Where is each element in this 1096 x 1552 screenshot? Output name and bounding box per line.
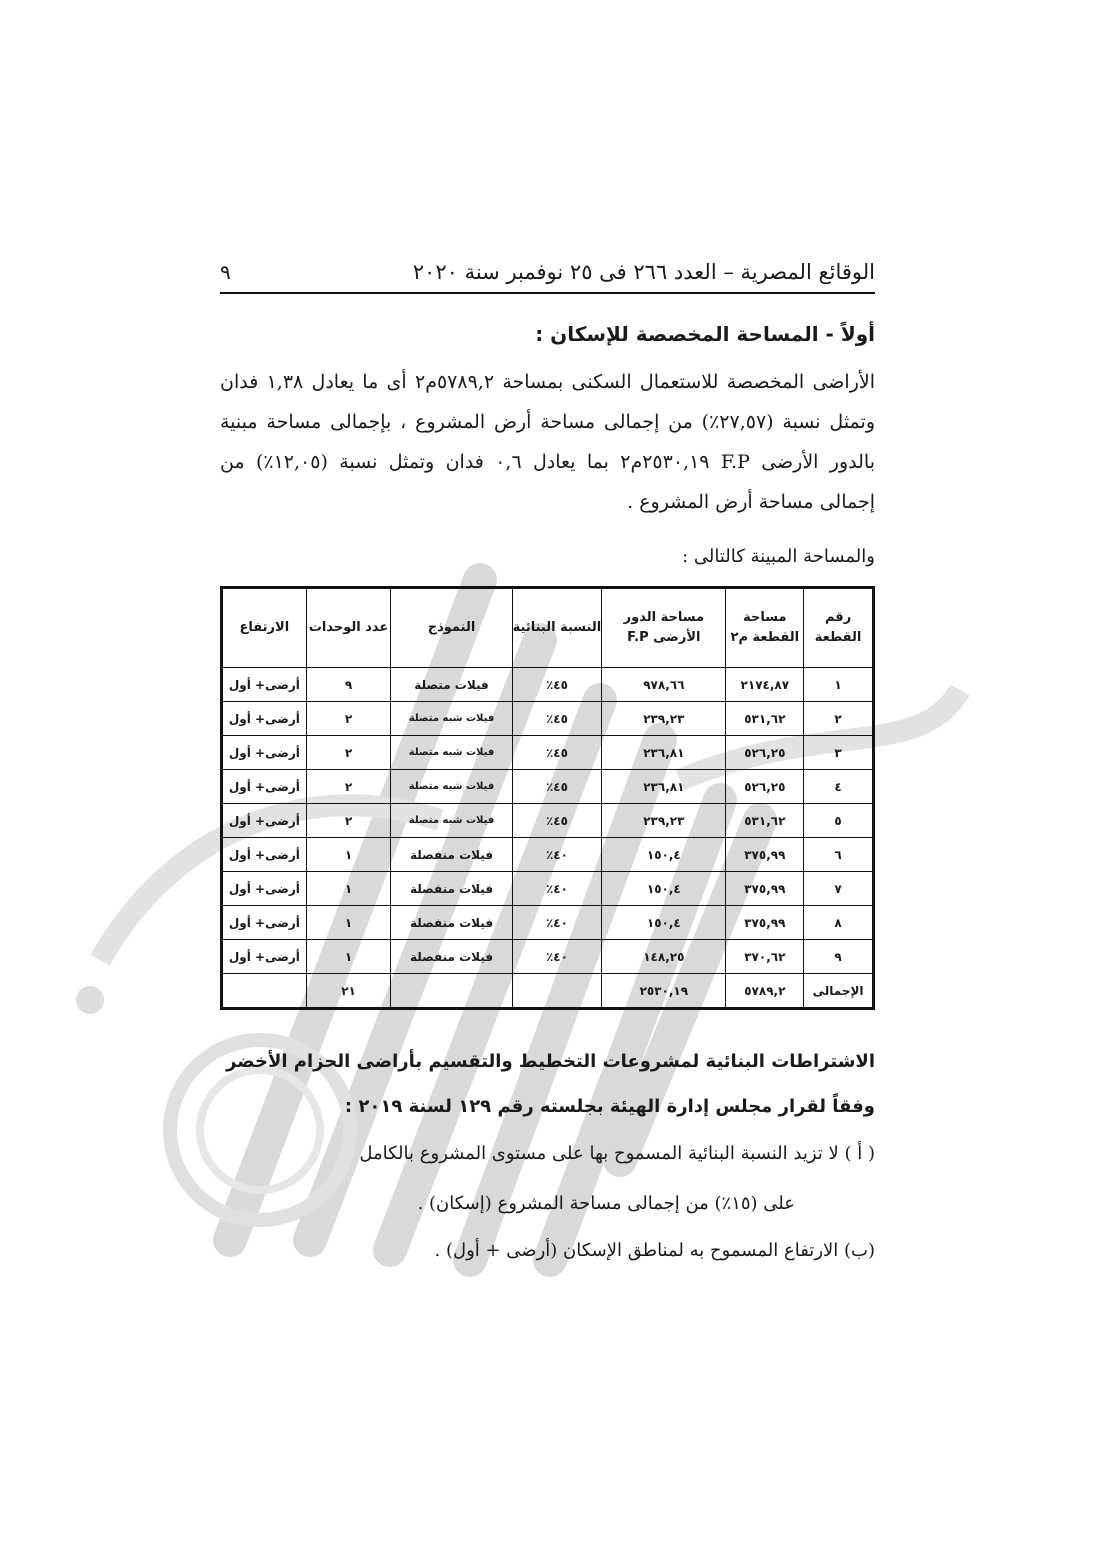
cell-ground-floor-area: ١٤٨,٢٥ [602,940,726,974]
header-units-count: عدد الوحدات [306,588,391,668]
header-height: الارتفاع [222,588,307,668]
header-building-ratio: النسبة البنائية [512,588,602,668]
cell-plot-number: ٤ [804,770,874,804]
cell-ground-floor-area: ٢٣٩,٢٣ [602,702,726,736]
table-row [222,804,874,838]
cell-model: فيلات شبه متصلة [391,770,512,804]
header-title: الوقائع المصرية – العدد ٢٦٦ فى ٢٥ نوفمبر سنة ٢٠٢٠ [412,260,875,284]
table-intro: والمساحة المبينة كالتالى : [682,546,875,567]
cell-model: فيلات شبه متصلة [391,702,512,736]
cell-units-count: ١ [306,906,391,940]
total-ground-floor-area: ٢٥٣٠,١٩ [602,974,726,1009]
table-row [222,940,874,974]
condition-item-a: ( أ ) لا تزيد النسبة البنائية المسموح بها على مستوى المشروع بالكامل [359,1143,875,1164]
table-total-row [222,974,874,1009]
table-row [222,872,874,906]
cell-height: أرضى+ أول [222,940,307,974]
cell-plot-number: ٣ [804,736,874,770]
section-paragraph: الأراضى المخصصة للاستعمال السكنى بمساحة ٥٧٨٩,٢م٢ أى ما يعادل ١,٣٨ فدان وتمثل نسبة (٢٧,٥٧٪) من إجمالى مساحة أرض المشروع ، بإجمالى مساحة مبنية بالدور الأرضى F.P ٢٥٣٠,١٩م٢ بما يعادل ٠,٦ فدان وتمثل نسبة (١٢,٠٥٪) من إجمالى مساحة أرض المشروع . [220,371,875,513]
cell-plot-area: ٥٢٦,٢٥ [726,770,804,804]
cell-building-ratio: ٤٥٪ [512,770,602,804]
cell-units-count: ٢ [306,736,391,770]
cell-building-ratio: ٤٠٪ [512,872,602,906]
page-header [220,252,875,292]
section-heading: أولاً - المساحة المخصصة للإسكان : [535,322,875,346]
cell-plot-area: ٣٧٥,٩٩ [726,872,804,906]
cell-building-ratio: ٤٥٪ [512,804,602,838]
cell-building-ratio: ٤٠٪ [512,940,602,974]
cell-units-count: ١ [306,872,391,906]
total-label: الإجمالى [804,974,874,1009]
table-row [222,906,874,940]
cell-plot-area: ٥٣١,٦٢ [726,702,804,736]
cell-units-count: ١ [306,838,391,872]
table-row [222,736,874,770]
cell-ground-floor-area: ٢٣٩,٢٣ [602,804,726,838]
header-ground-floor-area: مساحة الدور الأرضى F.P [602,588,726,668]
cell-plot-number: ٩ [804,940,874,974]
cell-plot-area: ٥٣١,٦٢ [726,804,804,838]
cell-ground-floor-area: ٢٣٦,٨١ [602,736,726,770]
cell-model: فيلات منفصلة [391,838,512,872]
header-plot-number: رقم القطعة [804,588,874,668]
total-model [391,974,512,1009]
cell-height: أرضى+ أول [222,804,307,838]
cell-model: فيلات شبه متصلة [391,736,512,770]
header-plot-area: مساحة القطعة م٢ [726,588,804,668]
cell-height: أرضى+ أول [222,770,307,804]
cell-building-ratio: ٤٠٪ [512,906,602,940]
cell-plot-number: ٦ [804,838,874,872]
page-number: ٩ [220,260,231,284]
cell-plot-area: ٣٧٥,٩٩ [726,838,804,872]
cell-plot-area: ٥٢٦,٢٥ [726,736,804,770]
plots-table [220,586,875,1010]
table-row [222,838,874,872]
cell-height: أرضى+ أول [222,668,307,702]
table-row [222,668,874,702]
conditions-heading-line2: وفقاً لقرار مجلس إدارة الهيئة بجلسته رقم ١٢٩ لسنة ٢٠١٩ : [344,1096,875,1117]
cell-plot-number: ٨ [804,906,874,940]
cell-plot-area: ٣٧٥,٩٩ [726,906,804,940]
cell-building-ratio: ٤٥٪ [512,668,602,702]
cell-units-count: ٢ [306,702,391,736]
total-plot-area: ٥٧٨٩,٢ [726,974,804,1009]
total-height [222,974,307,1009]
cell-height: أرضى+ أول [222,872,307,906]
condition-item-b: (ب) الارتفاع المسموح به لمناطق الإسكان (أرضى + أول) . [434,1240,875,1261]
table-row [222,770,874,804]
cell-ground-floor-area: ٩٧٨,٦٦ [602,668,726,702]
cell-plot-number: ٢ [804,702,874,736]
cell-plot-number: ٧ [804,872,874,906]
header-divider [220,292,875,294]
cell-model: فيلات شبه متصلة [391,804,512,838]
total-building-ratio [512,974,602,1009]
cell-ground-floor-area: ١٥٠,٤ [602,872,726,906]
condition-item-a-continued: على (١٥٪) من إجمالى مساحة المشروع (إسكان) . [417,1193,795,1214]
cell-units-count: ١ [306,940,391,974]
cell-height: أرضى+ أول [222,906,307,940]
total-units-count: ٢١ [306,974,391,1009]
cell-units-count: ٢ [306,804,391,838]
cell-building-ratio: ٤٠٪ [512,838,602,872]
cell-model: فيلات منفصلة [391,940,512,974]
cell-ground-floor-area: ١٥٠,٤ [602,906,726,940]
cell-building-ratio: ٤٥٪ [512,736,602,770]
cell-model: فيلات متصلة [391,668,512,702]
cell-model: فيلات منفصلة [391,906,512,940]
cell-height: أرضى+ أول [222,838,307,872]
header-model: النموذج [391,588,512,668]
cell-height: أرضى+ أول [222,702,307,736]
table-row [222,702,874,736]
cell-ground-floor-area: ٢٣٦,٨١ [602,770,726,804]
cell-units-count: ٩ [306,668,391,702]
cell-plot-number: ٥ [804,804,874,838]
cell-units-count: ٢ [306,770,391,804]
cell-height: أرضى+ أول [222,736,307,770]
cell-building-ratio: ٤٥٪ [512,702,602,736]
cell-model: فيلات منفصلة [391,872,512,906]
cell-ground-floor-area: ١٥٠,٤ [602,838,726,872]
cell-plot-area: ٣٧٠,٦٢ [726,940,804,974]
cell-plot-number: ١ [804,668,874,702]
conditions-heading-line1: الاشتراطات البنائية لمشروعات التخطيط والتقسيم بأراضى الحزام الأخضر [226,1051,875,1072]
cell-plot-area: ٢١٧٤,٨٧ [726,668,804,702]
table-header-row [222,588,874,668]
